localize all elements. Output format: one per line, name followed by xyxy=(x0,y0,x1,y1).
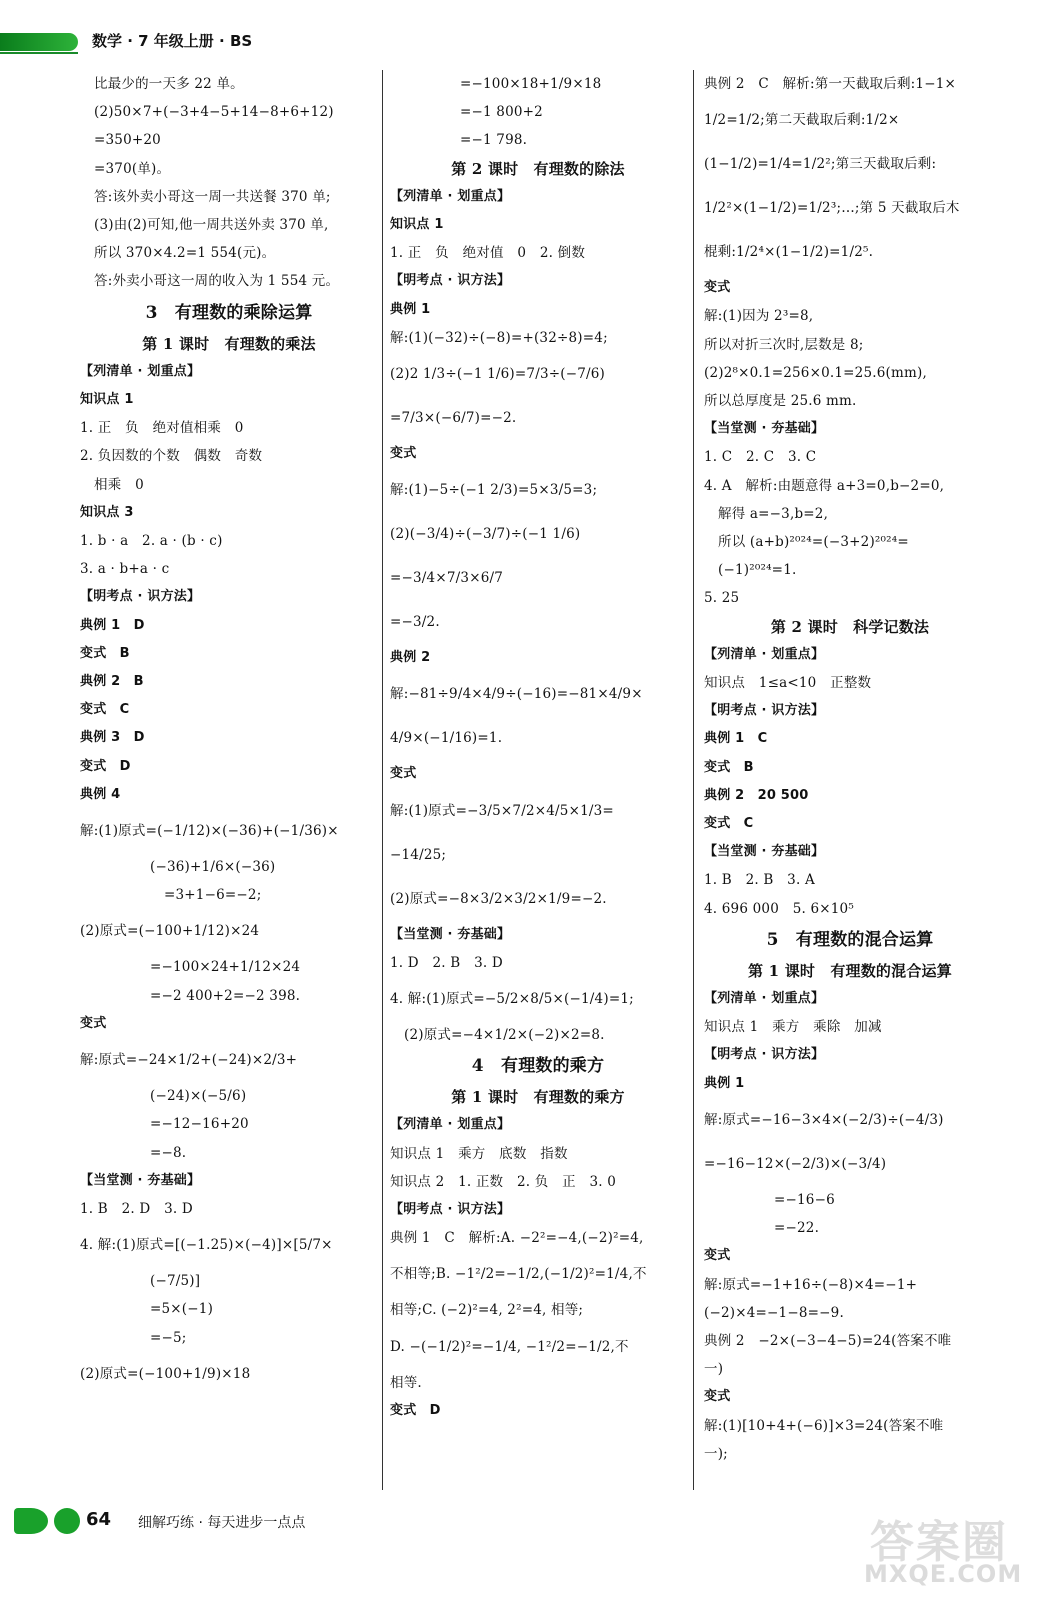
right-line: 棍剩:1/2⁴×(1−1/2)=1/2⁵. xyxy=(704,244,874,261)
right-line: 1/2²×(1−1/2)=1/2³;…;第 5 天截取后木 xyxy=(704,200,960,217)
left-line: (−7/5)] xyxy=(150,1273,201,1290)
right-line: 典例 1 xyxy=(704,1075,745,1091)
left-line: 所以 370×4.2=1 554(元)。 xyxy=(94,245,276,262)
middle-line: 典例 2 xyxy=(390,650,431,666)
right-line: 一); xyxy=(704,1445,728,1462)
right-line: 4. 696 000 5. 6×10⁵ xyxy=(704,900,854,917)
header-underline xyxy=(0,52,78,54)
left-line: 相乘 0 xyxy=(94,476,144,493)
left-line: 解:(1)原式=(−1/12)×(−36)+(−1/36)× xyxy=(80,823,339,840)
left-line: =−5; xyxy=(150,1329,187,1346)
middle-line: 变式 xyxy=(390,766,417,782)
left-line: =−12−16+20 xyxy=(150,1116,249,1133)
right-line: 5 有理数的混合运算 xyxy=(766,929,934,950)
right-line: 变式 C xyxy=(704,816,754,832)
left-line: 变式 xyxy=(80,1015,107,1031)
right-line: 变式 xyxy=(704,280,731,296)
left-line: 1. b · a 2. a · (b · c) xyxy=(80,533,223,550)
middle-line: 4. 解:(1)原式=−5/2×8/5×(−1/4)=1; xyxy=(390,991,634,1008)
left-line: 2. 负因数的个数 偶数 奇数 xyxy=(80,448,263,465)
column-divider-2 xyxy=(693,70,694,1490)
right-line: 【列清单 · 划重点】 xyxy=(704,991,825,1007)
middle-line: (2)原式=−4×1/2×(−2)×2=8. xyxy=(404,1027,605,1044)
left-line: 变式 B xyxy=(80,645,130,661)
left-line: (3)由(2)可知,他一周共送外卖 370 单, xyxy=(94,217,329,234)
watermark-url: MXQE.COM xyxy=(864,1560,1023,1588)
right-line: 变式 B xyxy=(704,759,754,775)
header-tab-decoration xyxy=(0,33,78,51)
left-line: =370(单)。 xyxy=(94,160,171,177)
right-line: 所以对折三次时,层数是 8; xyxy=(704,336,864,353)
right-line: 【明考点 · 识方法】 xyxy=(704,1047,825,1063)
right-line: 所以总厚度是 25.6 mm. xyxy=(704,393,857,410)
left-line: 3. a · b+a · c xyxy=(80,561,170,578)
left-line: (−24)×(−5/6) xyxy=(150,1088,247,1105)
right-line: 1. C 2. C 3. C xyxy=(704,449,817,466)
right-line: 【明考点 · 识方法】 xyxy=(704,703,825,719)
middle-line: (2)原式=−8×3/2×3/2×1/9=−2. xyxy=(390,890,607,907)
footer-circle-icon xyxy=(54,1508,80,1534)
middle-line: =−1 800+2 xyxy=(460,104,543,121)
left-line: 解:原式=−24×1/2+(−24)×2/3+ xyxy=(80,1052,298,1069)
left-line: 典例 3 D xyxy=(80,730,145,746)
middle-column xyxy=(390,70,686,1510)
right-line: 变式 xyxy=(704,1389,731,1405)
middle-line: 1. D 2. B 3. D xyxy=(390,954,503,971)
right-line: 知识点 1≤a<10 正整数 xyxy=(704,675,872,692)
left-line: 典例 1 D xyxy=(80,617,145,633)
left-line: 【明考点 · 识方法】 xyxy=(80,589,201,605)
watermark-text: 答案圈 xyxy=(870,1517,1008,1568)
middle-line: =7/3×(−6/7)=−2. xyxy=(390,410,517,427)
middle-line: D. −(−1/2)²=−1/4, −1²/2=−1/2,不 xyxy=(390,1338,629,1355)
right-line: 4. A 解析:由题意得 a+3=0,b−2=0, xyxy=(704,477,945,494)
middle-line: 【列清单 · 划重点】 xyxy=(390,188,511,204)
right-line: (2)2⁸×0.1=256×0.1=25.6(mm), xyxy=(704,364,927,381)
right-line: 解得 a=−3,b=2, xyxy=(718,505,829,522)
left-line: =−2 400+2=−2 398. xyxy=(150,987,301,1004)
middle-line: 知识点 1 乘方 底数 指数 xyxy=(390,1145,568,1162)
left-line: =3+1−6=−2; xyxy=(164,887,262,904)
middle-line: 不相等;B. −1²/2=−1/2,(−1/2)²=1/4,不 xyxy=(390,1266,647,1283)
left-line: (2)50×7+(−3+4−5+14−8+6+12) xyxy=(94,104,334,121)
page-header xyxy=(0,0,1063,75)
right-line: 解:原式=−1+16÷(−8)×4=−1+ xyxy=(704,1276,918,1293)
right-line: 【当堂测 · 夯基础】 xyxy=(704,421,825,437)
right-line: =−16−12×(−2/3)×(−3/4) xyxy=(704,1155,887,1172)
right-line: =−16−6 xyxy=(774,1191,835,1208)
left-line: 3 有理数的乘除运算 xyxy=(145,302,313,323)
middle-line: 解:(1)原式=−3/5×7/2×4/5×1/3= xyxy=(390,802,614,819)
right-line: 典例 1 C xyxy=(704,731,768,747)
middle-line: 典例 1 C 解析:A. −2²=−4,(−2)²=4, xyxy=(390,1230,644,1247)
left-line: 变式 C xyxy=(80,702,130,718)
left-column xyxy=(80,70,378,1510)
middle-line: =−3/4×7/3×6/7 xyxy=(390,570,504,587)
middle-line: 第 1 课时 有理数的乘方 xyxy=(451,1088,625,1107)
left-line: =−8. xyxy=(150,1144,187,1161)
left-line: (2)原式=(−100+1/12)×24 xyxy=(80,923,260,940)
left-line: =5×(−1) xyxy=(150,1301,214,1318)
left-line: 【当堂测 · 夯基础】 xyxy=(80,1172,201,1188)
middle-line: 典例 1 xyxy=(390,301,431,317)
watermark-logo xyxy=(860,1500,1060,1600)
middle-line: (2)2 1/3÷(−1 1/6)=7/3÷(−7/6) xyxy=(390,366,606,383)
left-line: 比最少的一天多 22 单。 xyxy=(94,76,244,92)
middle-line: 相等;C. (−2)²=4, 2²=4, 相等; xyxy=(390,1302,584,1319)
right-line: 典例 2 C 解析:第一天截取后剩:1−1× xyxy=(704,76,957,92)
right-column xyxy=(704,70,996,1510)
left-line: 变式 D xyxy=(80,758,131,774)
right-line: 1/2=1/2;第二天截取后剩:1/2× xyxy=(704,112,900,129)
middle-line: 相等. xyxy=(390,1374,422,1391)
right-line: 解:原式=−16−3×4×(−2/3)÷(−4/3) xyxy=(704,1111,944,1128)
middle-line: 解:(1)(−32)÷(−8)=+(32÷8)=4; xyxy=(390,329,608,346)
right-line: 变式 xyxy=(704,1248,731,1264)
left-line: 典例 4 xyxy=(80,786,121,802)
middle-line: 变式 xyxy=(390,446,417,462)
right-line: 解:(1)因为 2³=8, xyxy=(704,308,814,325)
middle-line: 【列清单 · 划重点】 xyxy=(390,1117,511,1133)
middle-line: 4/9×(−1/16)=1. xyxy=(390,730,503,747)
right-line: 一) xyxy=(704,1361,724,1378)
middle-line: =−100×18+1/9×18 xyxy=(460,76,602,92)
left-line: (−36)+1/6×(−36) xyxy=(150,859,276,876)
middle-line: =−1 798. xyxy=(460,132,528,149)
left-line: 4. 解:(1)原式=[(−1.25)×(−4)]×[5/7× xyxy=(80,1237,333,1254)
left-line: 【列清单 · 划重点】 xyxy=(80,363,201,379)
left-line: 典例 2 B xyxy=(80,674,144,690)
left-line: 答:外卖小哥这一周的收入为 1 554 元。 xyxy=(94,273,340,290)
left-line: =−100×24+1/12×24 xyxy=(150,959,301,976)
left-line: =350+20 xyxy=(94,132,161,149)
right-line: 典例 2 20 500 xyxy=(704,787,809,803)
middle-line: 第 2 课时 有理数的除法 xyxy=(451,159,625,178)
right-line: =−22. xyxy=(774,1220,820,1237)
right-line: (1−1/2)=1/4=1/2²;第三天截取后剩: xyxy=(704,156,937,173)
middle-line: 1. 正 负 绝对值 0 2. 倒数 xyxy=(390,245,586,262)
middle-line: 【明考点 · 识方法】 xyxy=(390,273,511,289)
left-line: 答:该外卖小哥这一周一共送餐 370 单; xyxy=(94,188,331,205)
middle-line: 解:(1)−5÷(−1 2/3)=5×3/5=3; xyxy=(390,482,598,499)
left-line: 1. 正 负 绝对值相乘 0 xyxy=(80,420,244,437)
left-line: (2)原式=(−100+1/9)×18 xyxy=(80,1365,251,1382)
right-line: 解:(1)[10+4+(−6)]×3=24(答案不唯 xyxy=(704,1417,944,1434)
right-line: 【列清单 · 划重点】 xyxy=(704,646,825,662)
right-line: 【当堂测 · 夯基础】 xyxy=(704,844,825,860)
right-line: (−2)×4=−1−8=−9. xyxy=(704,1304,844,1321)
middle-line: (2)(−3/4)÷(−3/7)÷(−1 1/6) xyxy=(390,526,581,543)
right-line: 第 1 课时 有理数的混合运算 xyxy=(748,961,952,980)
right-line: (−1)²⁰²⁴=1. xyxy=(718,562,797,579)
right-line: 5. 25 xyxy=(704,590,740,607)
header-title: 数学 · 7 年级上册 · BS xyxy=(92,32,253,50)
middle-line: −14/25; xyxy=(390,846,447,863)
footer-leaf-icon xyxy=(14,1508,48,1534)
middle-line: 知识点 2 1. 正数 2. 负 正 3. 0 xyxy=(390,1173,617,1190)
right-line: 典例 2 −2×(−3−4−5)=24(答案不唯 xyxy=(704,1332,952,1349)
middle-line: 4 有理数的乘方 xyxy=(471,1056,605,1077)
middle-line: 【当堂测 · 夯基础】 xyxy=(390,926,511,942)
page-number: 64 xyxy=(86,1509,112,1530)
footer-slogan: 细解巧练 · 每天进步一点点 xyxy=(138,1515,306,1531)
left-line: 第 1 课时 有理数的乘法 xyxy=(142,334,316,353)
right-line: 所以 (a+b)²⁰²⁴=(−3+2)²⁰²⁴= xyxy=(718,534,909,551)
middle-line: 【明考点 · 识方法】 xyxy=(390,1202,511,1218)
left-line: 1. B 2. D 3. D xyxy=(80,1200,193,1217)
middle-line: 知识点 1 xyxy=(390,217,444,233)
right-line: 知识点 1 乘方 乘除 加减 xyxy=(704,1019,882,1036)
middle-line: =−3/2. xyxy=(390,614,440,631)
middle-line: 变式 D xyxy=(390,1402,441,1418)
right-line: 1. B 2. B 3. A xyxy=(704,872,815,889)
left-line: 知识点 3 xyxy=(80,504,134,520)
left-line: 知识点 1 xyxy=(80,392,134,408)
column-divider-1 xyxy=(382,70,383,1490)
right-line: 第 2 课时 科学记数法 xyxy=(770,617,930,636)
middle-line: 解:−81÷9/4×4/9÷(−16)=−81×4/9× xyxy=(390,686,643,703)
